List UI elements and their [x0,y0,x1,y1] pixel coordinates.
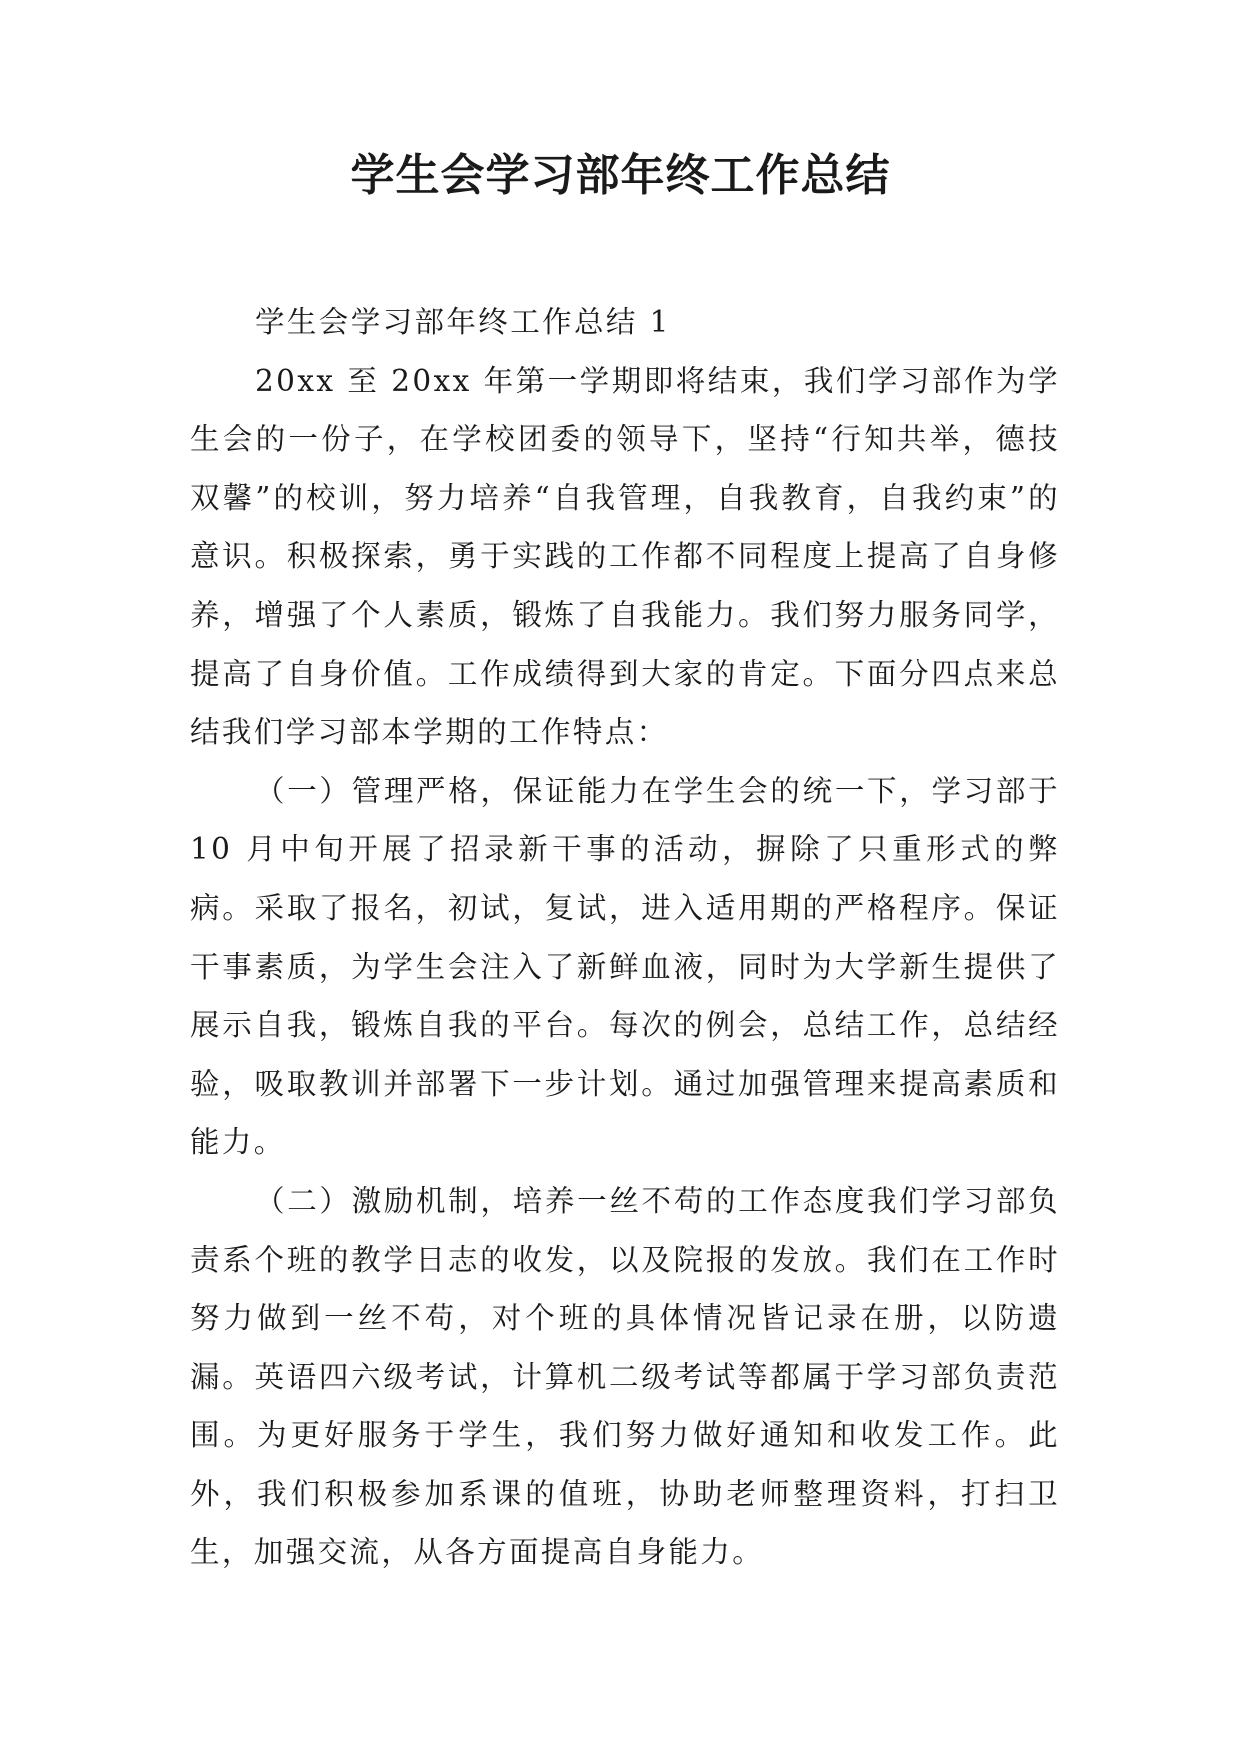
paragraph-section-1: （一）管理严格，保证能力在学生会的统一下，学习部于 10 月中旬开展了招录新干事的活动，摒除了只重形式的弊病。采取了报名，初试，复试，进入适用期的严格程序。保证干事素质，为学生会注入了新鲜血液，同时为大学新生提供了展示自我，锻炼自我的平台。每次的例会，总结工作，总结经验，吸取教训并部署下一步计划。通过加强管理来提高素质和能力。 [190,773,1060,1160]
paragraph-section-2: （二）激励机制，培养一丝不苟的工作态度我们学习部负责系个班的教学日志的收发，以及院报的发放。我们在工作时努力做到一丝不苟，对个班的具体情况皆记录在册，以防遗漏。英语四六级考试，计算机二级考试等都属于学习部负责范围。为更好服务于学生，我们努力做好通知和收发工作。此外，我们积极参加系课的值班，协助老师整理资料，打扫卫生，加强交流，从各方面提高自身能力。 [190,1183,1060,1570]
paragraph-intro: 20xx 至 20xx 年第一学期即将结束，我们学习部作为学生会的一份子，在学校团委的领导下，坚持“行知共举，德技双馨”的校训，努力培养“自我管理，自我教育，自我约束”的意识。积极探索，勇于实践的工作都不同程度上提高了自身修养，增强了个人素质，锻炼了自我能力。我们努力服务同学，提高了自身价值。工作成绩得到大家的肯定。下面分四点来总结我们学习部本学期的工作特点： [190,363,1060,750]
document-body [190,293,1060,1582]
section-heading: 学生会学习部年终工作总结 1 [255,305,671,339]
document-title: 学生会学习部年终工作总结 [350,150,891,201]
